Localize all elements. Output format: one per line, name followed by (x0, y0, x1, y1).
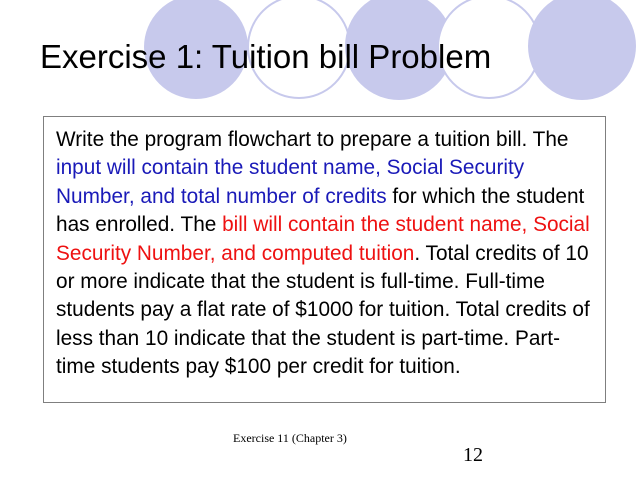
slide-footer: Exercise 11 (Chapter 3) (233, 431, 347, 445)
problem-text-rules: . Total credits of 10 or more indicate that the student is full-time. Full-time students pay a flat rate of $1000 for tuition. Total credits of less than 10 indicate that the student is part-time. Part-time students pay $100 per credit for tuition. (56, 241, 590, 379)
problem-text-middle: for which the student has enrolled. The (56, 184, 585, 237)
page-number: 12 (463, 444, 483, 466)
problem-text-output-highlight: bill will contain the student name, Social Security Number, and computed tuition (56, 213, 590, 265)
slide-title: Exercise 1: Tuition bill Problem (40, 38, 492, 75)
problem-text-box (43, 116, 606, 403)
problem-text-input-highlight: input will contain the student name, Social Security Number, and total number of credits (56, 156, 525, 208)
decor-circle-5 (528, 0, 636, 100)
problem-text-intro: Write the program flowchart to prepare a tuition bill. The (56, 128, 569, 151)
